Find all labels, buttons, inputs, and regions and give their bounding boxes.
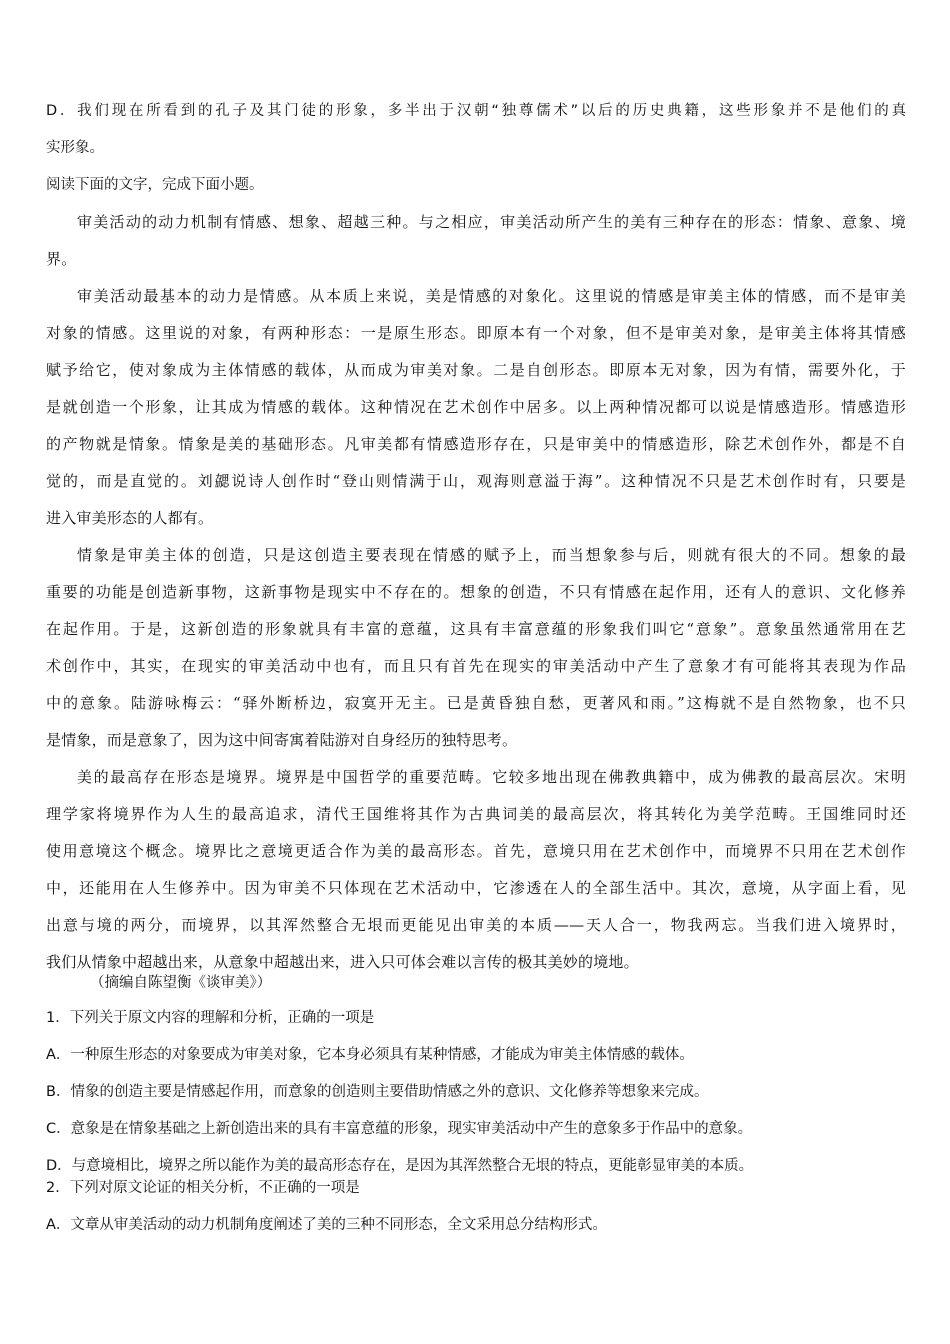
question-stem: 1．下列关于原文内容的理解和分析，正确的一项是 [46, 1010, 375, 1026]
question-2 [46, 1170, 906, 1244]
passage-line: 理学家将境界作为人生的最高追求，清代王国维将其作为古典词美的最高层次，将其转化为美学范畴。王国维同时还 [46, 805, 906, 823]
reading-instruction [46, 167, 906, 204]
source-text: （摘编自陈望衡《谈审美》） [90, 975, 272, 991]
passage-line: 使用意境这个概念。境界比之意境更适合作为美的最高形态。首先，意境只用在艺术创作中，而境界不只用在艺术创作 [46, 842, 906, 860]
source-attribution [46, 965, 906, 1002]
passage-paragraph-1 [46, 204, 906, 278]
passage-line: 中的意象。陆游咏梅云：“驿外断桥边，寂寞开无主。已是黄昏独自愁，更著风和雨。”这梅就不是自然物象，也不只 [46, 694, 906, 712]
passage-line: 是情象，而是意象了，因为这中间寄寓着陆游对自身经历的独特思考。 [46, 731, 518, 749]
passage-line: 界。 [46, 250, 77, 268]
passage-paragraph-2 [46, 278, 906, 537]
passage-line: 是就创造一个形象，让其成为情感的载体。这种情况在艺术创作中居多。以上两种情况都可以说是情感造形。情感造形 [46, 398, 906, 416]
instruction-text: 阅读下面的文字，完成下面小题。 [46, 177, 264, 193]
question-option-d: D．与意境相比，境界之所以能作为美的最高形态存在，是因为其浑然整合无垠的特点，更能彰显审美的本质。 [46, 1158, 754, 1174]
passage-line: 情象是审美主体的创造，只是这创造主要表现在情感的赋予上，而当想象参与后，则就有很大的不同。想象的最 [77, 546, 906, 564]
passage-line: 美的最高存在形态是境界。境界是中国哲学的重要范畴。它较多地出现在佛教典籍中，成为佛教的最高层次。宋明 [77, 768, 906, 786]
question-option-b: B．情象的创造主要是情感起作用，而意象的创造则主要借助情感之外的意识、文化修养等想象来完成。 [46, 1084, 709, 1100]
passage-line: 中，还能用在人生修养中。因为审美不只体现在艺术活动中，它渗透在人的全部生活中。其次，意境，从字面上看，见 [46, 879, 906, 897]
passage-line: 审美活动最基本的动力是情感。从本质上来说，美是情感的对象化。这里说的情感是审美主体的情感，而不是审美 [77, 287, 906, 305]
passage-paragraph-4 [46, 759, 906, 981]
question-option-a: A．一种原生形态的对象要成为审美对象，它本身必须具有某种情感，才能成为审美主体情感的载体。 [46, 1047, 694, 1063]
passage-line: 对象的情感。这里说的对象，有两种形态：一是原生形态。即原本有一个对象，但不是审美对象，是审美主体将其情感 [46, 324, 906, 342]
passage-line: 审美活动的动力机制有情感、想象、超越三种。与之相应，审美活动所产生的美有三种存在的形态：情象、意象、境 [77, 213, 906, 231]
question-1 [46, 1000, 906, 1185]
option-line: D．我们现在所看到的孔子及其门徒的形象，多半出于汉朝“独尊儒术”以后的历史典籍，这些形象并不是他们的真 [46, 103, 906, 119]
passage-line: 在起作用。于是，这新创造的形象就具有丰富的意蕴，这具有丰富意蕴的形象我们叫它“意象”。意象虽然通常用在艺 [46, 620, 906, 638]
question-stem: 2．下列对原文论证的相关分析，不正确的一项是 [46, 1180, 360, 1196]
passage-line: 我们从情象中超越出来，从意象中超越出来，进入只可体会难以言传的极其美妙的境地。 [46, 953, 639, 971]
passage-line: 的产物就是情象。情象是美的基础形态。凡审美都有情感造形存在，只是审美中的情感造形，除艺术创作外，都是不自 [46, 435, 906, 453]
passage-line: 进入审美形态的人都有。 [46, 509, 214, 527]
question-option-a: A．文章从审美活动的动力机制角度阐述了美的三种不同形态，全文采用总分结构形式。 [46, 1217, 607, 1233]
passage-line: 出意与境的两分，而境界，以其浑然整合无垠而更能见出审美的本质——天人合一，物我两忘。当我们进入境界时， [46, 916, 906, 934]
option-line: 实形象。 [46, 140, 104, 156]
passage-paragraph-3 [46, 537, 906, 759]
passage-line: 觉的，而是直觉的。刘勰说诗人创作时“登山则情满于山，观海则意溢于海”。这种情况不只是艺术创作时有，只要是 [46, 472, 906, 490]
passage-line: 术创作中，其实，在现实的审美活动中也有，而且只有首先在现实的审美活动中产生了意象才有可能将其表现为作品 [46, 657, 906, 675]
passage-line: 重要的功能是创造新事物，这新事物是现实中不存在的。想象的创造，不只有情感在起作用，还有人的意识、文化修养 [46, 583, 906, 601]
reading-passage [46, 204, 906, 981]
question-option-c: C．意象是在情象基础之上新创造出来的具有丰富意蕴的形象，现实审美活动中产生的意象多于作品中的意象。 [46, 1121, 753, 1137]
previous-question-option-d [46, 93, 906, 167]
passage-line: 赋予给它，使对象成为主体情感的载体，从而成为审美对象。二是自创形态。即原本无对象，因为有情，需要外化，于 [46, 361, 906, 379]
